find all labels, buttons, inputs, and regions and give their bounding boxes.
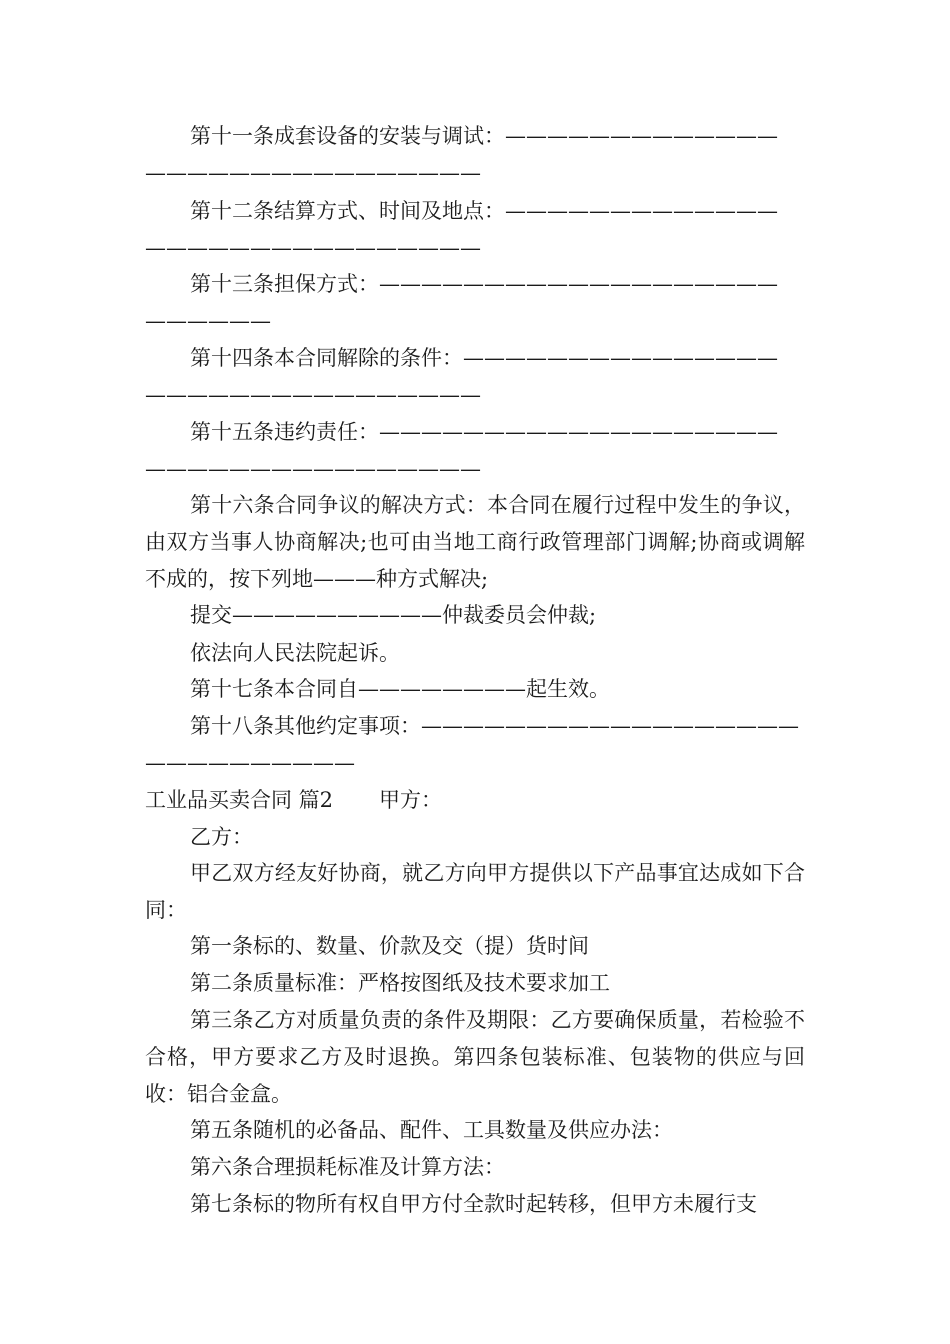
clause-12 <box>145 193 805 267</box>
clause-11-line1: 第十一条成套设备的安装与调试：————————————— <box>190 124 778 148</box>
clause-11 <box>145 118 805 192</box>
clause-2: 第二条质量标准：严格按图纸及技术要求加工 <box>190 971 610 995</box>
clause-3-4: 第三条乙方对质量负责的条件及期限：乙方要确保质量，若检验不合格，甲方要求乙方及时退换。第四条包装标准、包装物的供应与回收：铝合金盒。 <box>145 1008 805 1106</box>
clause-11-line2: ———————————————— <box>145 161 481 185</box>
clause-17: 第十七条本合同自————————起生效。 <box>190 677 610 701</box>
party-b-label: 乙方： <box>190 825 253 849</box>
clause-16: 第十六条合同争议的解决方式：本合同在履行过程中发生的争议，由双方当事人协商解决;也可由当地工商行政管理部门调解;协商或调解不成的，按下列地———种方式解决; <box>145 493 805 591</box>
clause-14-line1: 第十四条本合同解除的条件：——————————————— <box>190 346 778 370</box>
clause-1: 第一条标的、数量、价款及交（提）货时间 <box>190 934 589 958</box>
clause-18-line1: 第十八条其他约定事项：—————————————————— <box>190 714 799 738</box>
clause-14-line2: ———————————————— <box>145 383 481 407</box>
section-2-heading <box>145 782 805 819</box>
clause-7: 第七条标的物所有权自甲方付全款时起转移，但甲方未履行支 <box>190 1192 757 1216</box>
party-a-label: 甲方： <box>379 788 443 812</box>
clause-13 <box>145 266 805 340</box>
contract-intro: 甲乙双方经友好协商，就乙方向甲方提供以下产品事宜达成如下合同： <box>145 861 805 922</box>
clause-6: 第六条合理损耗标准及计算方法： <box>190 1155 505 1179</box>
clause-13-line1: 第十三条担保方式：——————————————————— <box>190 272 778 296</box>
clause-13-line2: —————— <box>145 309 271 333</box>
clause-15-line2: ———————————————— <box>145 457 481 481</box>
clause-15-line1: 第十五条违约责任：——————————————————— <box>190 420 778 444</box>
clause-14 <box>145 340 805 414</box>
lawsuit-option: 依法向人民法院起诉。 <box>190 641 400 665</box>
clause-18-line2: —————————— <box>145 751 355 775</box>
clause-12-line2: ———————————————— <box>145 236 481 260</box>
section-2-title: 工业品买卖合同 篇2 <box>145 788 334 812</box>
clause-15 <box>145 414 805 488</box>
clause-12-line1: 第十二条结算方式、时间及地点：————————————— <box>190 199 778 223</box>
clause-18 <box>145 708 805 782</box>
arbitration-option: 提交——————————仲裁委员会仲裁; <box>190 603 597 627</box>
clause-5: 第五条随机的必备品、配件、工具数量及供应办法： <box>190 1118 673 1142</box>
